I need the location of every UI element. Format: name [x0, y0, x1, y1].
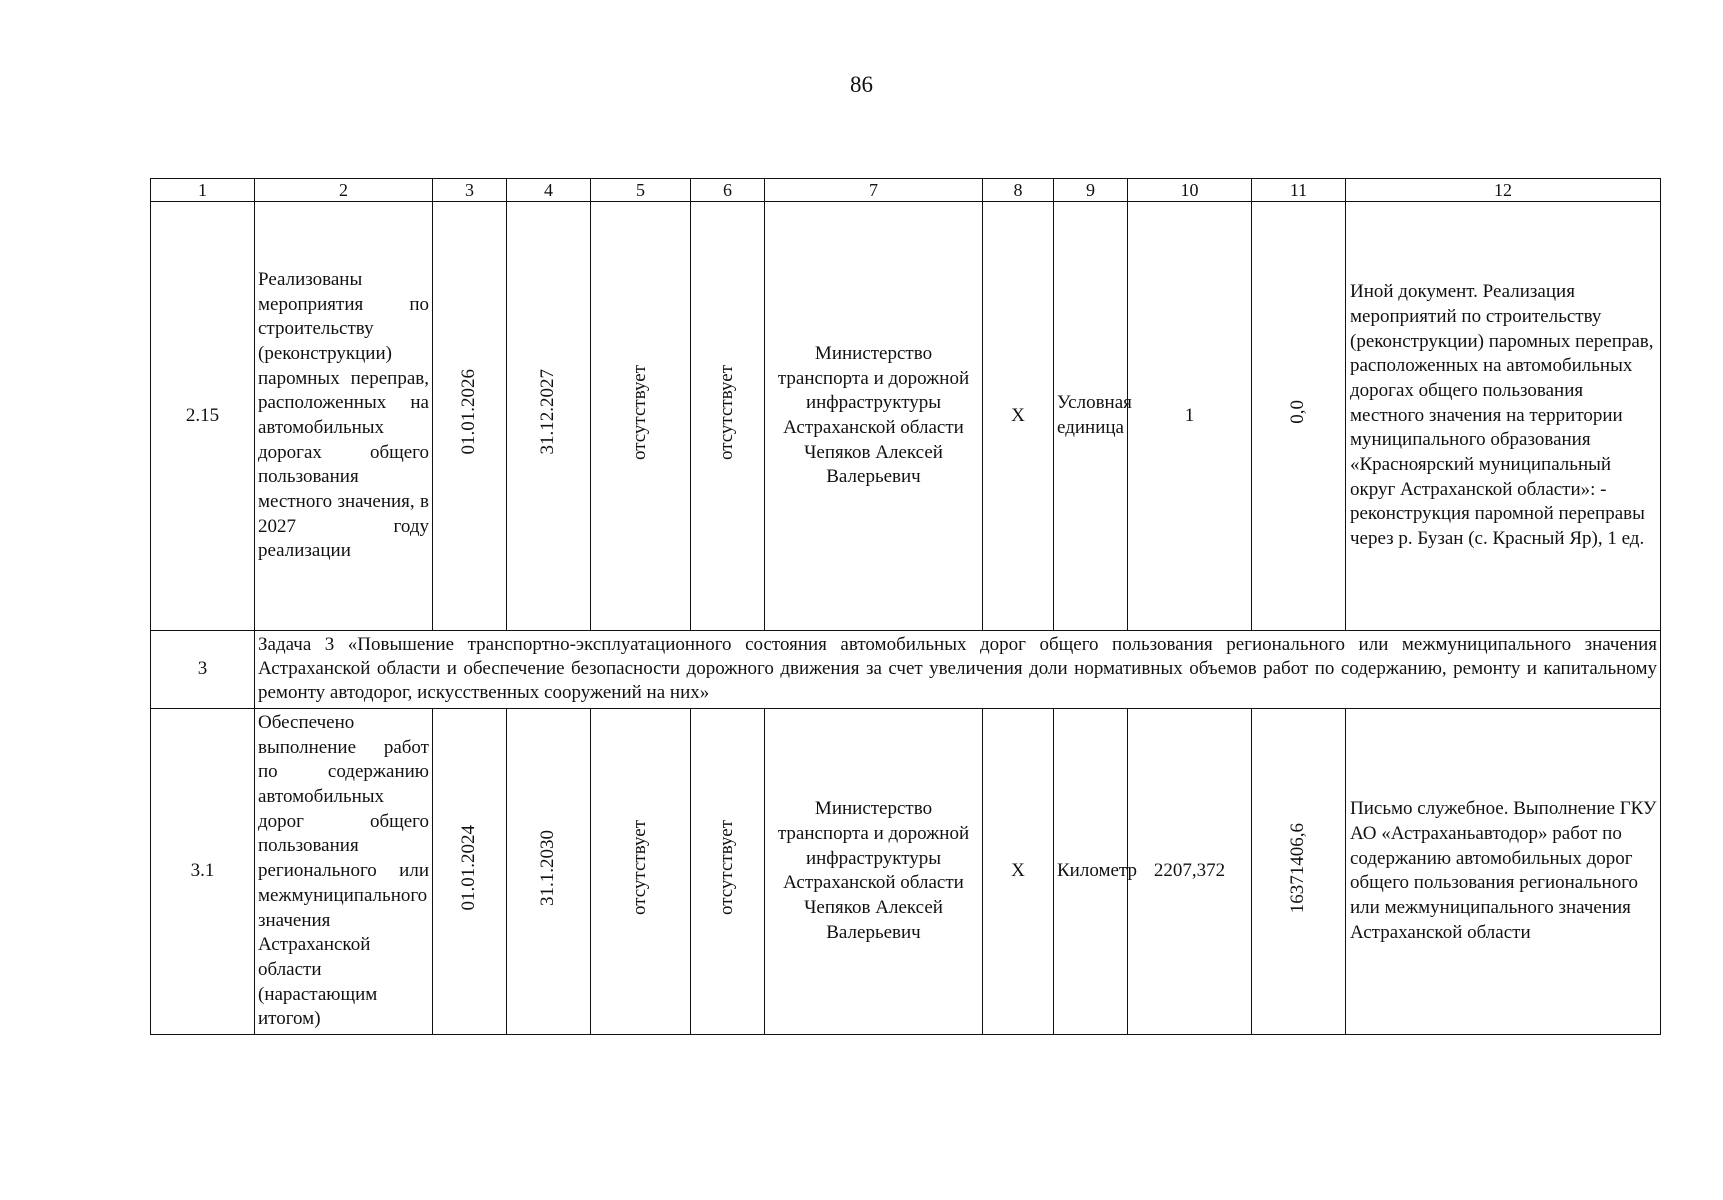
page-number: 86 — [850, 72, 873, 97]
row-number: 2.15 — [151, 202, 255, 631]
header-cell-1: 1 — [151, 179, 255, 202]
responsible-person: Министерство транспорта и дорожной инфраструктуры Астраханской области Чепяков Алексей Валерьевич — [765, 202, 983, 631]
start-date-cell — [433, 202, 507, 631]
end-date-cell — [507, 202, 591, 631]
unit-of-measure: Условная единица — [1054, 202, 1128, 631]
column-5-value: отсутствует — [629, 364, 651, 460]
column-6-value: отсутствует — [716, 364, 738, 460]
header-cell-3: 3 — [433, 179, 507, 202]
end-date-cell — [507, 709, 591, 1035]
column-6-cell — [691, 709, 765, 1035]
header-cell-8: 8 — [983, 179, 1054, 202]
column-6-cell — [691, 202, 765, 631]
header-cell-11: 11 — [1252, 179, 1346, 202]
indicator-value: 2207,372 — [1128, 709, 1252, 1035]
responsible-person: Министерство транспорта и дорожной инфраструктуры Астраханской области Чепяков Алексей Валерьевич — [765, 709, 983, 1035]
header-cell-10: 10 — [1128, 179, 1252, 202]
finance-value: 16371406,6 — [1287, 822, 1309, 913]
task-description: Задача 3 «Повышение транспортно-эксплуатационного состояния автомобильных дорог общего пользования регионального или межмуниципального значения Астраханской области и обеспечение безопасности дорожного движения за счет увеличения доли нормативных объемов работ по содержанию, ремонту и капитальному ремонту автодорог, искусственных сооружений на них» — [255, 631, 1661, 709]
end-date: 31.12.2027 — [537, 369, 559, 455]
column-8-value: Х — [983, 709, 1054, 1035]
header-cell-7: 7 — [765, 179, 983, 202]
unit-of-measure: Километр — [1054, 709, 1128, 1035]
finance-cell — [1252, 202, 1346, 631]
header-cell-5: 5 — [591, 179, 691, 202]
column-5-cell — [591, 202, 691, 631]
table-row — [151, 202, 1661, 631]
header-cell-12: 12 — [1346, 179, 1661, 202]
header-cell-9: 9 — [1054, 179, 1128, 202]
header-cell-4: 4 — [507, 179, 591, 202]
document-description: Письмо служебное. Выполнение ГКУ АО «Астраханьавтодор» работ по содержанию автомобильных дорог общего пользования регионального или межмуниципального значения Астраханской области — [1346, 709, 1661, 1035]
start-date: 01.01.2024 — [458, 824, 480, 911]
result-description: Обеспечено выполнение работ по содержанию автомобильных дорог общего пользования регионального или межмуниципального значения Астраханской области (нарастающим итогом) — [255, 709, 433, 1035]
result-description: Реализованы мероприятия по строительству (реконструкции) паромных переправ, расположенных на автомобильных дорогах общего пользования местного значения, в 2027 году реализации — [255, 202, 433, 631]
finance-value: 0,0 — [1287, 400, 1309, 425]
indicator-value: 1 — [1128, 202, 1252, 631]
column-5-cell — [591, 709, 691, 1035]
table-row — [151, 709, 1661, 1035]
document-description: Иной документ. Реализация мероприятий по строительству (реконструкции) паромных переправ, расположенных на автомобильных дорогах общего пользования местного значения на территории муниципального образования «Красноярский муниципальный округ Астраханской области»: - реконструкция паромной переправы через р. Бузан (с. Красный Яр), 1 ед. — [1346, 202, 1661, 631]
start-date-cell — [433, 709, 507, 1035]
table-header-row — [151, 179, 1661, 202]
task-number: 3 — [151, 631, 255, 709]
header-cell-6: 6 — [691, 179, 765, 202]
header-cell-2: 2 — [255, 179, 433, 202]
finance-cell — [1252, 709, 1346, 1035]
row-number: 3.1 — [151, 709, 255, 1035]
column-6-value: отсутствует — [716, 820, 738, 916]
start-date: 01.01.2026 — [458, 369, 480, 455]
program-table — [150, 178, 1661, 1035]
column-5-value: отсутствует — [629, 820, 651, 916]
column-8-value: Х — [983, 202, 1054, 631]
end-date: 31.1.2030 — [537, 829, 559, 906]
task-row — [151, 631, 1661, 709]
